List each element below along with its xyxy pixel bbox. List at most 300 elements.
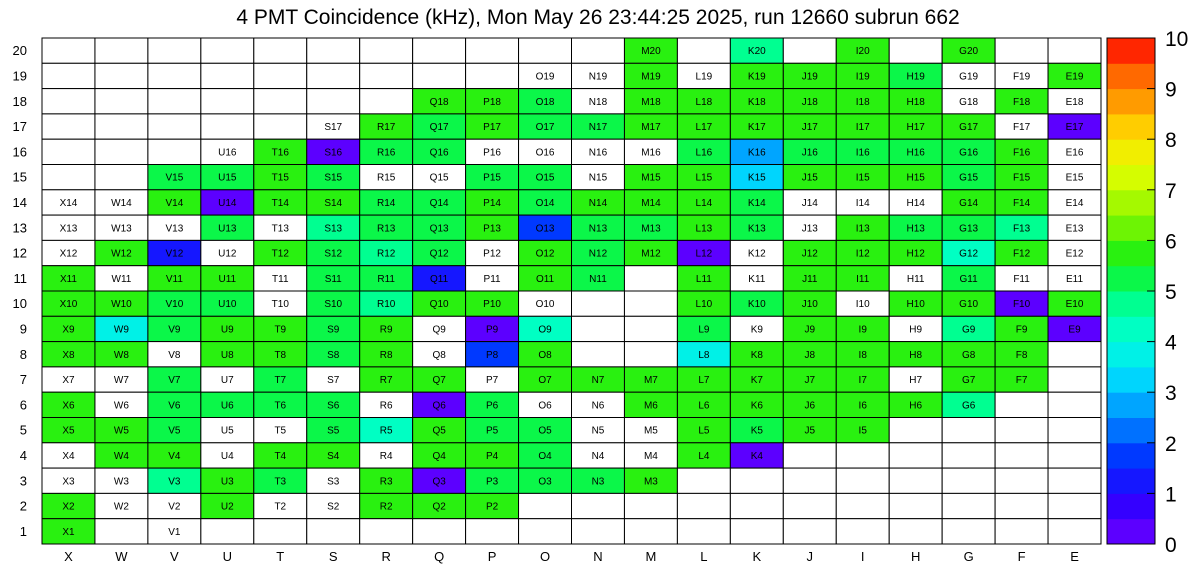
cell-label: R7: [379, 375, 393, 387]
heatmap-cell: [889, 468, 942, 493]
cell-label: W9: [113, 324, 129, 336]
cell-label: F7: [1015, 375, 1028, 387]
x-tick-label: T: [276, 549, 285, 564]
cell-label: U16: [218, 147, 237, 159]
y-tick-label: 4: [19, 447, 27, 463]
cell-label: I15: [855, 172, 870, 184]
cell-label: Q14: [429, 197, 449, 209]
cell-label: K6: [750, 400, 763, 412]
cell-label: J18: [801, 96, 818, 108]
cell-label: R5: [379, 425, 393, 437]
cell-label: P18: [483, 96, 501, 108]
cell-label: G14: [959, 197, 979, 209]
cell-label: J7: [804, 375, 816, 387]
cell-label: K10: [747, 299, 766, 311]
cell-label: U8: [220, 349, 234, 361]
heatmap-cell: [1048, 468, 1101, 493]
cell-label: G7: [961, 375, 976, 387]
cell-label: S7: [327, 375, 340, 387]
heatmap-cell: [42, 89, 95, 114]
cell-label: V11: [165, 273, 183, 285]
heatmap-cell: [677, 493, 730, 518]
y-tick-label: 17: [12, 119, 27, 135]
cell-label: O5: [538, 425, 552, 437]
colorbar-band: [1107, 443, 1155, 469]
cell-label: W2: [113, 501, 129, 513]
cell-label: U12: [218, 248, 237, 260]
cell-label: P10: [483, 299, 501, 311]
heatmap-cell: [995, 418, 1048, 443]
cell-label: R12: [376, 248, 396, 260]
cell-label: H17: [906, 122, 925, 134]
cell-label: G15: [959, 172, 979, 184]
x-tick-label: M: [645, 549, 657, 564]
x-tick-label: L: [700, 549, 708, 564]
cell-label: P2: [485, 501, 499, 513]
colorbar-band: [1107, 114, 1155, 140]
heatmap-cell: [942, 418, 995, 443]
y-tick-label: 20: [12, 43, 27, 59]
heatmap-cell: [254, 63, 307, 88]
colorbar-tick-label: 3: [1165, 382, 1177, 406]
cell-label: X14: [59, 197, 78, 209]
cell-label: F17: [1012, 122, 1031, 134]
cell-label: R4: [379, 450, 393, 462]
cell-label: S16: [324, 147, 343, 159]
y-tick-label: 6: [19, 397, 27, 413]
heatmap-cell: [95, 38, 148, 63]
heatmap-cell: [995, 38, 1048, 63]
cell-label: P14: [483, 197, 501, 209]
cell-label: X1: [62, 526, 75, 538]
cell-label: J10: [801, 299, 818, 311]
heatmap-cell: [995, 468, 1048, 493]
cell-label: T13: [271, 223, 289, 235]
cell-label: U9: [220, 324, 234, 336]
cell-label: E18: [1065, 96, 1084, 108]
heatmap-cell: [95, 139, 148, 164]
cell-label: L18: [695, 96, 713, 108]
cell-label: E12: [1065, 248, 1084, 260]
heatmap-cell: [889, 493, 942, 518]
cell-label: G17: [959, 122, 979, 134]
cell-label: J14: [801, 197, 818, 209]
heatmap-cell: [95, 165, 148, 190]
cell-label: P8: [485, 349, 499, 361]
x-tick-label: S: [328, 549, 338, 564]
x-tick-label: G: [963, 549, 974, 564]
heatmap-cell: [466, 38, 519, 63]
cell-label: O18: [535, 96, 555, 108]
cell-label: O11: [535, 273, 555, 285]
cell-label: O14: [535, 197, 555, 209]
cell-label: K4: [750, 450, 763, 462]
cell-label: L17: [695, 122, 713, 134]
cell-label: N14: [588, 197, 608, 209]
y-tick-label: 3: [19, 473, 27, 489]
cell-label: L8: [698, 349, 710, 361]
heatmap-cell: [519, 38, 572, 63]
cell-label: O19: [535, 71, 555, 83]
heatmap-cell: [836, 443, 889, 468]
cell-label: G18: [959, 96, 979, 108]
cell-label: N7: [591, 375, 605, 387]
heatmap-cell: [783, 38, 836, 63]
cell-label: Q7: [432, 375, 446, 387]
cell-label: O4: [538, 450, 552, 462]
cell-label: T16: [271, 147, 289, 159]
cell-label: F16: [1012, 147, 1031, 159]
heatmap-cell: [95, 89, 148, 114]
cell-label: X5: [62, 425, 75, 437]
x-tick-label: X: [64, 549, 73, 564]
cell-label: O9: [538, 324, 552, 336]
cell-label: I13: [855, 223, 870, 235]
cell-label: H9: [909, 324, 923, 336]
cell-label: K16: [747, 147, 766, 159]
cell-label: F13: [1012, 223, 1031, 235]
cell-label: O3: [538, 476, 552, 488]
cell-label: P16: [483, 147, 501, 159]
cell-label: K13: [747, 223, 766, 235]
cell-label: V2: [168, 501, 181, 513]
cell-label: K9: [750, 324, 763, 336]
heatmap-cell: [413, 519, 466, 544]
cell-label: H11: [906, 273, 925, 285]
y-tick-label: 1: [19, 523, 27, 539]
cell-label: X11: [59, 273, 78, 285]
cell-label: P5: [485, 425, 499, 437]
colorbar-tick-label: 9: [1165, 78, 1177, 102]
heatmap-cell: [1048, 342, 1101, 367]
cell-label: O6: [538, 400, 552, 412]
cell-label: X8: [62, 349, 75, 361]
cell-label: W14: [111, 197, 132, 209]
cell-label: O7: [538, 375, 552, 387]
y-tick-label: 8: [19, 346, 27, 362]
heatmap-cell: [730, 468, 783, 493]
cell-label: P4: [485, 450, 499, 462]
cell-label: I16: [855, 147, 870, 159]
heatmap-cell: [519, 493, 572, 518]
heatmap-cell: [201, 114, 254, 139]
heatmap-cell: [1048, 392, 1101, 417]
cell-label: P12: [483, 248, 501, 260]
x-tick-label: U: [222, 549, 233, 564]
cell-label: L13: [695, 223, 713, 235]
heatmap-cell: [360, 89, 413, 114]
chart-title: 4 PMT Coincidence (kHz), Mon May 26 23:44:25 2025, run 12660 subrun 662: [236, 6, 960, 29]
colorbar-tick-label: 2: [1165, 432, 1177, 456]
colorbar-band: [1107, 291, 1155, 317]
cell-label: N17: [588, 122, 608, 134]
cell-label: W13: [111, 223, 132, 235]
colorbar-tick-label: 5: [1165, 281, 1177, 304]
cell-label: U10: [218, 299, 237, 311]
cell-label: H8: [909, 349, 923, 361]
heatmap-cell: [42, 38, 95, 63]
y-tick-label: 9: [19, 321, 27, 337]
cell-label: R3: [379, 476, 393, 488]
cell-label: N13: [588, 223, 608, 235]
colorbar-band: [1107, 519, 1155, 545]
heatmap-cell: [254, 114, 307, 139]
cell-label: V4: [168, 450, 181, 462]
heatmap-cell: [519, 519, 572, 544]
cell-label: N5: [591, 425, 605, 437]
cell-label: O17: [535, 122, 555, 134]
heatmap-cell: [360, 519, 413, 544]
heatmap-cell: [1048, 367, 1101, 392]
colorbar-band: [1107, 165, 1155, 191]
cell-label: J6: [804, 400, 816, 412]
cell-label: W5: [113, 425, 129, 437]
heatmap-cell: [254, 519, 307, 544]
x-tick-label: F: [1017, 549, 1026, 564]
cell-label: E17: [1065, 122, 1084, 134]
colorbar-tick-label: 4: [1165, 331, 1177, 355]
heatmap-cell: [836, 493, 889, 518]
cell-label: V13: [165, 223, 184, 235]
cell-label: N18: [588, 96, 608, 108]
cell-label: Q10: [429, 299, 449, 311]
heatmap-cell: [942, 493, 995, 518]
cell-label: J5: [804, 425, 816, 437]
cell-label: V3: [168, 476, 181, 488]
cell-label: G12: [959, 248, 979, 260]
heatmap-cell: [889, 519, 942, 544]
heatmap-cell: [1048, 443, 1101, 468]
cell-label: S5: [327, 425, 340, 437]
cell-label: K11: [748, 273, 766, 285]
cell-label: M3: [643, 476, 658, 488]
cell-label: P3: [485, 476, 499, 488]
cell-label: P9: [485, 324, 499, 336]
cell-label: S3: [327, 476, 340, 488]
cell-label: I6: [858, 400, 867, 412]
cell-label: E16: [1065, 147, 1084, 159]
heatmap-cell: [572, 519, 625, 544]
heatmap-cell: [254, 89, 307, 114]
cell-label: S10: [324, 299, 343, 311]
cell-label: H15: [906, 172, 925, 184]
cell-label: W7: [113, 375, 129, 387]
heatmap-cell: [783, 519, 836, 544]
cell-label: T5: [274, 425, 287, 437]
cell-label: O16: [535, 147, 555, 159]
cell-label: V14: [165, 197, 184, 209]
cell-label: E11: [1065, 273, 1084, 285]
cell-label: V5: [168, 425, 181, 437]
cell-label: Q13: [429, 223, 449, 235]
cell-label: K15: [747, 172, 766, 184]
heatmap-cell: [889, 443, 942, 468]
x-tick-label: P: [487, 549, 497, 564]
cell-label: T12: [271, 248, 289, 260]
heatmap-cell: [360, 38, 413, 63]
cell-label: E14: [1065, 197, 1084, 209]
colorbar-band: [1107, 367, 1155, 393]
colorbar-tick-label: 0: [1165, 534, 1177, 557]
cell-label: M4: [643, 450, 658, 462]
heatmap-cell: [995, 443, 1048, 468]
cell-label: I9: [858, 324, 867, 336]
cell-label: M13: [641, 223, 661, 235]
cell-label: V7: [168, 375, 181, 387]
cell-label: F15: [1012, 172, 1031, 184]
cell-label: U3: [220, 476, 234, 488]
cell-label: I14: [855, 197, 870, 209]
cell-label: O15: [535, 172, 555, 184]
heatmap-cell: [42, 114, 95, 139]
cell-label: I5: [858, 425, 867, 437]
cell-label: R17: [376, 122, 396, 134]
cell-label: H19: [906, 71, 925, 83]
cell-label: P6: [485, 400, 499, 412]
cell-label: U5: [220, 425, 234, 437]
cell-label: F14: [1012, 197, 1031, 209]
cell-label: N11: [589, 273, 607, 285]
heatmap-cell: [201, 63, 254, 88]
y-tick-label: 10: [12, 296, 27, 312]
heatmap-cell: [42, 165, 95, 190]
cell-label: L16: [695, 147, 713, 159]
cell-label: H13: [906, 223, 925, 235]
heatmap-cell: [677, 38, 730, 63]
cell-label: O8: [538, 349, 552, 361]
cell-label: S6: [327, 400, 340, 412]
cell-label: L9: [698, 324, 710, 336]
colorbar-band: [1107, 418, 1155, 444]
heatmap-cell: [624, 519, 677, 544]
cell-label: V9: [168, 324, 181, 336]
cell-label: J12: [801, 248, 818, 260]
colorbar-band: [1107, 468, 1155, 494]
cell-label: G13: [959, 223, 979, 235]
x-tick-label: K: [752, 549, 762, 564]
cell-label: U7: [220, 375, 234, 387]
cell-label: V6: [168, 400, 181, 412]
cell-label: N6: [591, 400, 605, 412]
colorbar-tick-label: 8: [1165, 129, 1177, 153]
heatmap-cell: [836, 519, 889, 544]
cell-label: J19: [801, 71, 818, 83]
cell-label: Q3: [432, 476, 446, 488]
cell-label: F8: [1015, 349, 1028, 361]
cell-label: R14: [376, 197, 396, 209]
cell-label: N3: [591, 476, 605, 488]
cell-label: J9: [804, 324, 816, 336]
colorbar-band: [1107, 139, 1155, 165]
colorbar-band: [1107, 89, 1155, 115]
cell-label: P17: [483, 122, 501, 134]
heatmap-cell: [148, 89, 201, 114]
y-tick-label: 19: [12, 68, 27, 84]
cell-label: X2: [62, 501, 75, 513]
cell-label: V12: [165, 248, 184, 260]
colorbar-band: [1107, 493, 1155, 519]
y-tick-label: 12: [12, 245, 27, 261]
heatmap-cell: [624, 493, 677, 518]
cell-label: X7: [62, 375, 75, 387]
cell-label: M12: [641, 248, 661, 260]
cell-label: M17: [641, 122, 661, 134]
y-tick-label: 14: [12, 194, 27, 210]
cell-label: I18: [855, 96, 870, 108]
cell-label: S2: [327, 501, 340, 513]
colorbar-tick-label: 1: [1165, 483, 1177, 507]
cell-label: R10: [376, 299, 396, 311]
cell-label: H14: [906, 197, 925, 209]
cell-label: G9: [961, 324, 976, 336]
cell-label: Q11: [430, 273, 449, 285]
cell-label: Q16: [429, 147, 449, 159]
cell-label: H18: [906, 96, 925, 108]
cell-label: M19: [641, 71, 661, 83]
heatmap-cell: [942, 443, 995, 468]
cell-label: F18: [1012, 96, 1031, 108]
cell-label: F9: [1015, 324, 1028, 336]
cell-label: E15: [1065, 172, 1084, 184]
cell-label: X3: [62, 476, 75, 488]
cell-label: U11: [218, 273, 237, 285]
x-tick-label: J: [806, 549, 814, 564]
heatmap-cell: [201, 38, 254, 63]
cell-label: G6: [961, 400, 976, 412]
cell-label: T2: [274, 501, 287, 513]
cell-label: M15: [641, 172, 661, 184]
cell-label: M5: [643, 425, 658, 437]
heatmap-cell: [1048, 38, 1101, 63]
heatmap-cell: [201, 519, 254, 544]
heatmap-cell: [201, 89, 254, 114]
colorbar-band: [1107, 38, 1155, 64]
colorbar-band: [1107, 316, 1155, 342]
cell-label: N12: [588, 248, 608, 260]
cell-label: L5: [698, 425, 710, 437]
cell-label: L4: [698, 450, 710, 462]
y-tick-label: 11: [13, 270, 27, 286]
heatmap-cell: [307, 519, 360, 544]
cell-label: S12: [324, 248, 343, 260]
x-tick-label: W: [115, 549, 128, 564]
cell-label: P11: [483, 273, 501, 285]
cell-label: W8: [113, 349, 129, 361]
heatmap-cell: [466, 519, 519, 544]
cell-label: G16: [959, 147, 979, 159]
cell-label: O10: [535, 299, 555, 311]
y-tick-label: 15: [12, 169, 27, 185]
cell-label: I20: [855, 46, 870, 58]
cell-label: S13: [324, 223, 343, 235]
cell-label: T7: [274, 375, 287, 387]
cell-label: G8: [961, 349, 976, 361]
colorbar-band: [1107, 266, 1155, 292]
heatmap-cell: [783, 493, 836, 518]
heatmap-cell: [836, 468, 889, 493]
cell-label: W10: [111, 299, 132, 311]
cell-label: S9: [327, 324, 340, 336]
cell-label: L10: [695, 299, 713, 311]
x-tick-label: H: [910, 549, 921, 564]
cell-label: G20: [959, 46, 979, 58]
cell-label: T8: [274, 349, 287, 361]
cell-label: K18: [747, 96, 766, 108]
heatmap-cell: [783, 443, 836, 468]
y-tick-label: 13: [12, 220, 27, 236]
heatmap-cell: [307, 63, 360, 88]
colorbar-band: [1107, 190, 1155, 216]
